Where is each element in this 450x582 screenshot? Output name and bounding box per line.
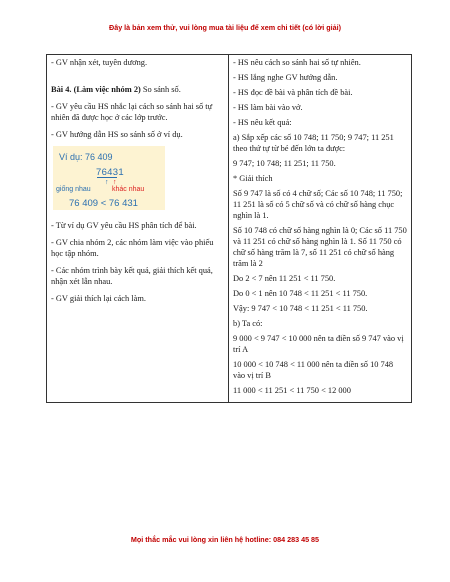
left-paragraph: - GV giải thích lại cách làm.	[51, 294, 146, 303]
teacher-activities-cell	[47, 55, 229, 403]
left-paragraph: - Từ ví dụ GV yêu cầu HS phân tích để bài.	[51, 221, 197, 230]
example-compare-number: 76431	[96, 167, 124, 178]
right-paragraph: Số 9 747 là số có 4 chữ số; Các số 10 748; 11 750; 11 251 là số có 5 chữ số và có chữ số hàng chục nghìn là 1.	[233, 189, 403, 220]
right-paragraph: - HS lắng nghe GV hướng dẫn.	[233, 73, 338, 82]
right-paragraph: Số 10 748 có chữ số hàng nghìn là 0; Các số 11 750 và 11 251 có chữ số hàng nghìn là 1. Số 11 750 có chữ số hàng trăm là 7, số 11 251 có chữ số hàng trăm là 2	[233, 226, 407, 268]
left-paragraph: - GV yêu cầu HS nhắc lại cách so sánh hai số tự nhiên đã được học ở các lớp trước.	[51, 102, 213, 122]
table-row	[47, 55, 412, 403]
left-paragraph: - GV chia nhóm 2, các nhóm làm việc vào phiếu học tập nhóm.	[51, 238, 214, 258]
arrow-up-icon: ↑	[113, 179, 117, 186]
left-paragraph: - GV hướng dẫn HS so sánh số ở ví dụ.	[51, 130, 183, 139]
hotline-banner: Mọi thắc mắc vui lòng xin liên hệ hotline: 084 283 45 85	[130, 535, 320, 544]
preview-banner: Đây là bản xem thử, vui lòng mua tài liệu để xem chi tiết (có lời giải)	[109, 23, 341, 32]
right-paragraph: Vậy: 9 747 < 10 748 < 11 251 < 11 750.	[233, 304, 368, 313]
right-paragraph: 10 000 < 10 748 < 11 000 nên ta điền số 10 748 vào vị trí B	[233, 360, 394, 380]
right-paragraph: 9 747; 10 748; 11 251; 11 750.	[233, 159, 336, 168]
example-figure	[53, 146, 165, 210]
right-paragraph: - HS làm bài vào vở.	[233, 103, 303, 112]
example-label: Ví dụ: 76 409	[59, 152, 113, 162]
right-paragraph: Do 0 < 1 nên 10 748 < 11 251 < 11 750.	[233, 289, 368, 298]
right-paragraph: a) Sắp xếp các số 10 748; 11 750; 9 747; 11 251 theo thứ tự từ bé đến lớn ta được:	[233, 133, 394, 153]
right-paragraph: Do 2 < 7 nên 11 251 < 11 750.	[233, 274, 336, 283]
exercise-subtitle: So sánh số.	[140, 85, 181, 94]
example-same-label: giống nhau	[56, 186, 91, 193]
exercise-heading	[51, 84, 224, 95]
right-paragraph: - HS nêu kết quả:	[233, 118, 292, 127]
right-paragraph: 11 000 < 11 251 < 11 750 < 12 000	[233, 386, 351, 395]
example-result: 76 409 < 76 431	[69, 198, 138, 209]
right-paragraph: - HS nêu cách so sánh hai số tự nhiên.	[233, 58, 361, 67]
lesson-table	[46, 54, 412, 403]
left-paragraph: - GV nhận xét, tuyên dương.	[51, 58, 148, 67]
example-underline	[97, 177, 117, 178]
example-diff-label: khác nhau	[112, 186, 145, 193]
right-paragraph: * Giải thích	[233, 174, 273, 183]
student-activities-cell	[229, 55, 412, 403]
right-paragraph: 9 000 < 9 747 < 10 000 nên ta điền số 9 747 vào vị trí A	[233, 334, 404, 354]
left-paragraph: - Các nhóm trình bày kết quả, giải thích kết quả, nhận xét lẫn nhau.	[51, 266, 213, 286]
right-paragraph: - HS đọc đề bài và phân tích đề bài.	[233, 88, 353, 97]
exercise-title: Bài 4. (Làm việc nhóm 2)	[51, 85, 141, 94]
right-paragraph: b) Ta có:	[233, 319, 263, 328]
arrow-up-icon: ↑	[105, 179, 109, 186]
